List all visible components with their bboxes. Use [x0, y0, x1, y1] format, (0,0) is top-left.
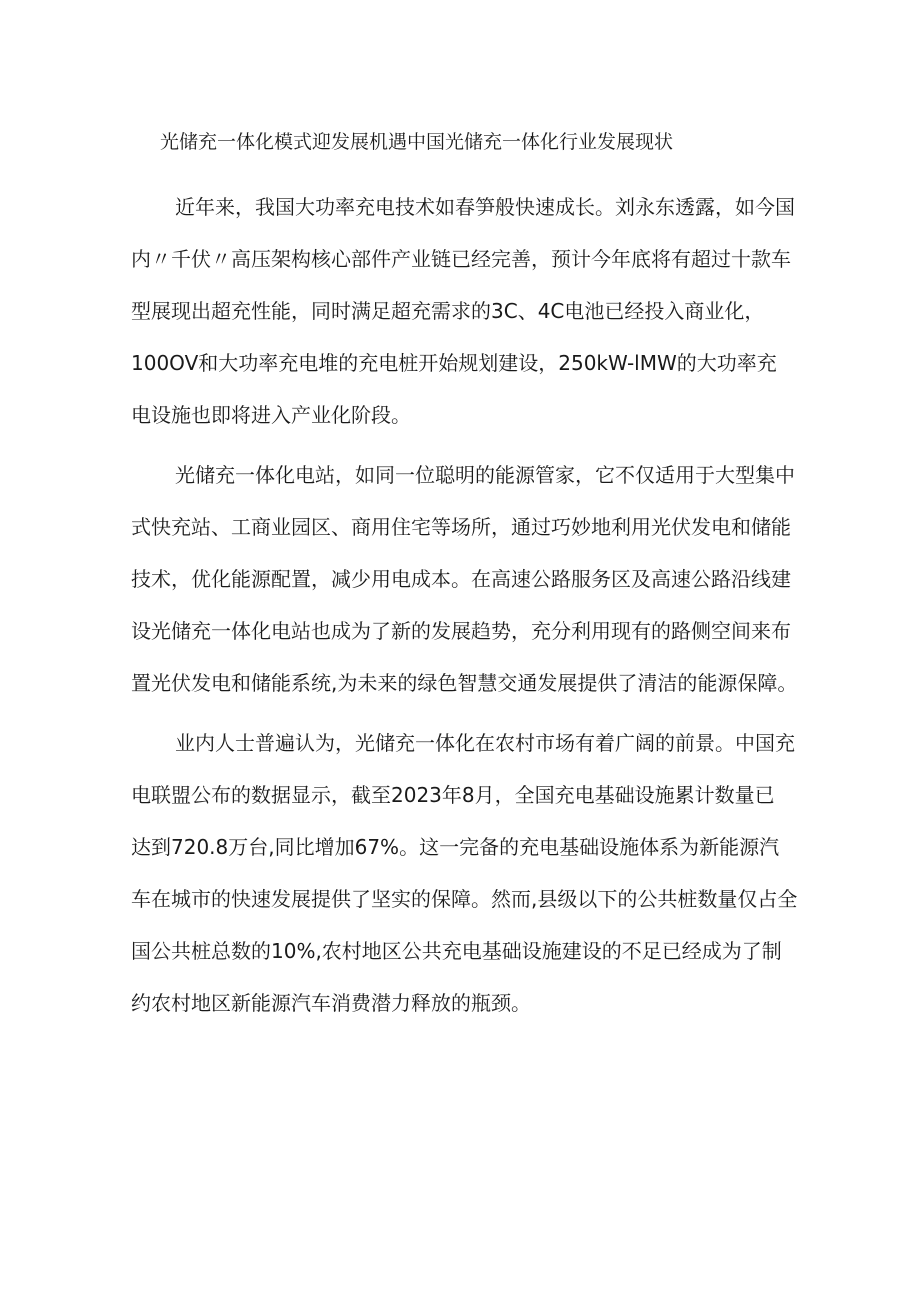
paragraph-3 — [131, 717, 803, 1029]
paragraph-line: 内〃千伏〃高压架构核心部件产业链已经完善，预计今年底将有超过十款车 — [131, 247, 791, 271]
paragraph-line: 国公共桩总数的10%,农村地区公共充电基础设施建设的不足已经成为了制 — [131, 939, 782, 963]
paragraph-line: 业内人士普遍认为，光储充一体化在农村市场有着广阔的前景。中国充 — [175, 731, 795, 755]
paragraph-line: 车在城市的快速发展提供了坚实的保障。然而,县级以下的公共桩数量仅占全 — [131, 887, 798, 911]
paragraph-1 — [131, 181, 803, 441]
paragraph-line: 式快充站、工商业园区、商用住宅等场所，通过巧妙地利用光伏发电和储能 — [131, 515, 791, 539]
document-title: 光储充一体化模式迎发展机遇中国光储充一体化行业发展现状 — [160, 131, 674, 153]
paragraph-line: 约农村地区新能源汽车消费潜力释放的瓶颈。 — [131, 991, 531, 1015]
paragraph-line: 电设施也即将进入产业化阶段。 — [131, 403, 411, 427]
paragraph-line: 达到720.8万台,同比增加67%。这一完备的充电基础设施体系为新能源汽 — [131, 835, 780, 859]
paragraph-line: 置光伏发电和储能系统,为未来的绿色智慧交通发展提供了清洁的能源保障。 — [131, 671, 798, 695]
paragraph-line: 100OV和大功率充电堆的充电桩开始规划建设，250kW-lMW的大功率充 — [131, 351, 777, 375]
paragraph-line: 近年来，我国大功率充电技术如春笋般快速成长。刘永东透露，如今国 — [175, 195, 795, 219]
paragraph-line: 电联盟公布的数据显示，截至2023年8月，全国充电基础设施累计数量已 — [131, 783, 775, 807]
paragraph-line: 设光储充一体化电站也成为了新的发展趋势，充分利用现有的路侧空间来布 — [131, 619, 791, 643]
paragraph-2 — [131, 449, 803, 709]
paragraph-line: 技术，优化能源配置，减少用电成本。在高速公路服务区及高速公路沿线建 — [131, 567, 791, 591]
paragraph-line: 型展现出超充性能，同时满足超充需求的3C、4C电池已经投入商业化， — [131, 299, 765, 323]
paragraph-line: 光储充一体化电站，如同一位聪明的能源管家，它不仅适用于大型集中 — [175, 463, 795, 487]
